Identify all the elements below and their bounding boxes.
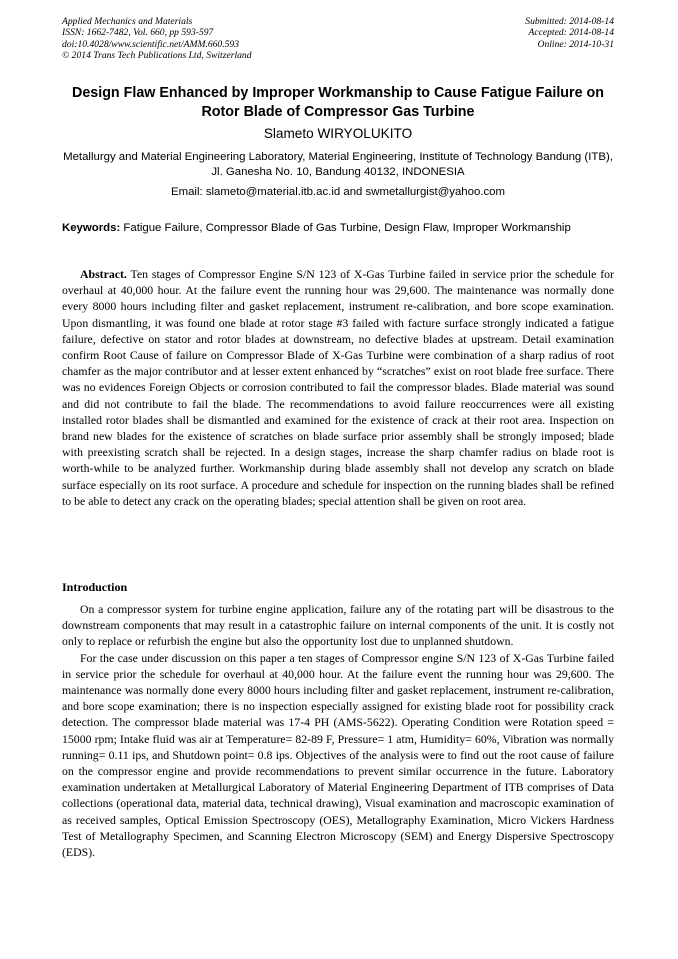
abstract: [62, 266, 614, 509]
abstract-text: Ten stages of Compressor Engine S/N 123 of X-Gas Turbine failed in service prior the schedule for overhaul at 40,000 hour. At the failure event the running hour was 29,600. The maintenance was normally done every 8000 hours including filter and gasket replacement, instrument re-calibration, and bore scope examination. Upon dismantling, it was found one blade at rotor stage #3 failed with facture surface strongly indicated a fatigue failure, defective on stator and rotor blades at downstream, no defective blades at upstream. Detail examination confirm Root Cause of failure on Compressor Blade of X-Gas Turbine were combination of a sharp radius of root chamfer as the major contributor and at lesser extent enhanced by “scratches” exist on root blade free surface. There was no evidences Foreign Objects or corrosion contributed to fail the compressor blades. Blade material was sound and did not contribute to fail the blade. The recommendations to avoid failure reoccurrences were all existing installed rotor blades shall be dismantled and examined for the existence of crack at their root area. Inspection on brand new blades for the existence of scratches on blade surface prior assembly shall be strongly imposed; blade with preexisting scratch shall be rejected. In a design stages, increase the sharp chamfer radius on blade root is worth-while to be analyzed further. Workmanship during blade assembly shall not develop any scratch on blade surface especially on its root surface. A procedure and schedule for inspection on the running blades shall be refined to be able to detect any crack on the operating blades; special attention shall be given on root area.: [62, 267, 614, 508]
journal-info: [62, 16, 382, 62]
intro-paragraph-1: On a compressor system for turbine engine application, failure any of the rotating part will be disastrous to the downstream components that may result in a catastrophic failure on internal components of the unit. It is costly not only to replace or refurbish the engine but also the opportunity lost due to unplanned shutdown.: [62, 602, 614, 649]
submitted-date: Submitted: 2014-08-14: [525, 16, 614, 27]
doi-line: doi:10.4028/www.scientific.net/AMM.660.593: [62, 38, 240, 50]
introduction-body: [62, 601, 614, 860]
accepted-date: Accepted: 2014-08-14: [528, 27, 614, 39]
abstract-paragraph: [62, 266, 614, 509]
keywords: [62, 221, 614, 236]
online-date: Online: 2014-10-31: [537, 38, 614, 50]
intro-paragraph-2: For the case under discussion on this paper a ten stages of Compressor engine S/N 123 of X-Gas Turbine failed in service prior the schedule for overhaul at 40,000 hour. At the failure event the running hour was 29,600. The maintenance was normally done every 8000 hours including filter and gasket replacement, instrument re-calibration, and bore scope examination; there is no inspection especially assigned for existing blade root for possibility crack detection. The compressor blade material was 17-4 PH (AMS-5622). Operating Condition were Rotation speed = 15000 rpm; Intake fluid was air at Temperature= 82-89 F, Pressure= 1 atm, Humidity= 60%, Vibration was normally running= 0.11 ips, and Shutdown point= 0.8 ips. Objectives of the analysis were to find out the root cause of failure on the compressor engine and provide recommendations to prevent similar occurrence in the future. Laboratory examination undertaken at Metallurgical Laboratory of Material Engineering Department of ITB comprises of Data collections (operational data, material data, technical drawing), Visual examination and macroscopic examination of as received samples, Optical Emission Spectroscopy (OES), Metallography Examination, Micro Vickers Hardness Test of Metallography Specimen, and Scanning Electron Microscopy (SEM) and Energy Dispersive Spectroscopy (EDS).: [62, 650, 614, 860]
email-line: Email: slameto@material.itb.ac.id and swmetallurgist@yahoo.com: [171, 186, 505, 198]
affiliation: Metallurgy and Material Engineering Laboratory, Material Engineering, Institute of Technology Bandung (ITB), Jl. Ganesha No. 10, Bandung 40132, INDONESIA: [63, 151, 613, 178]
author-name: Slameto WIRYOLUKITO: [263, 126, 413, 141]
abstract-label: Abstract.: [80, 267, 127, 281]
keywords-label: Keywords:: [62, 222, 121, 234]
issn-line: ISSN: 1662-7482, Vol. 660, pp 593-597: [62, 27, 214, 39]
paper-title: Design Flaw Enhanced by Improper Workmanship to Cause Fatigue Failure on Rotor Blade of Compressor Gas Turbine: [72, 85, 604, 120]
copyright-line: © 2014 Trans Tech Publications Ltd, Switzerland: [62, 50, 252, 62]
keywords-text: Fatigue Failure, Compressor Blade of Gas Turbine, Design Flaw, Improper Workmanship: [120, 222, 571, 234]
section-heading-introduction: Introduction: [62, 580, 128, 594]
dates-info: [374, 16, 614, 50]
journal-name: Applied Mechanics and Materials: [62, 16, 193, 27]
